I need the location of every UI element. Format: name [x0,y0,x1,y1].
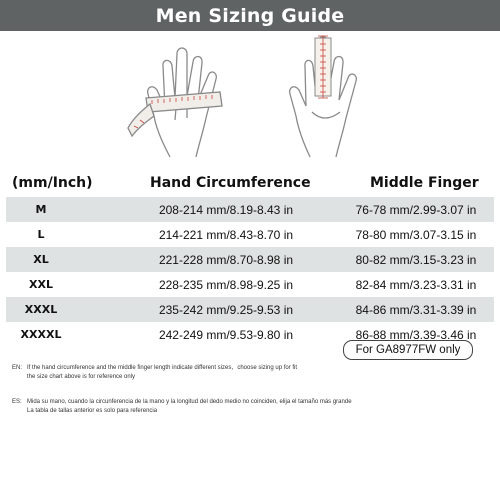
middle-value: 84-86 mm/3.31-3.39 in [355,303,477,317]
middle-finger-measure-icon [290,36,357,157]
hand-value: 221-228 mm/8.70-8.98 in [158,253,294,267]
size-table [0,197,500,347]
illustration [0,32,500,162]
table-header [0,170,500,198]
header-unit: (mm/Inch) [12,175,93,191]
note-en-tag: EN: [12,365,23,371]
header-middle-finger: Middle Finger [370,175,479,191]
page-title: Men Sizing Guide [155,4,345,27]
middle-value: 86-88 mm/3.39-3.46 in [355,328,477,342]
hand-value: 208-214 mm/8.19-8.43 in [158,203,294,217]
middle-value: 80-82 mm/3.15-3.23 in [355,253,477,267]
table-row [6,222,494,247]
hand-circumference-measure-icon [128,48,222,157]
hand-value: 214-221 mm/8.43-8.70 in [158,228,294,242]
table-row [6,247,494,272]
size-label: XXL [29,278,53,291]
middle-value: 82-84 mm/3.23-3.31 in [355,278,477,292]
size-label: XXXL [24,303,58,316]
hand-value: 235-242 mm/9.25-9.53 in [158,303,294,317]
note-es-line2: La tabla de tallas anterior es solo para referencia [27,408,158,414]
size-label: XXXXL [20,328,62,341]
middle-value: 78-80 mm/3.07-3.15 in [355,228,477,242]
note-es-tag: ES: [12,399,22,405]
size-label: M [35,203,47,216]
table-row [6,272,494,297]
table-row [6,297,494,322]
hand-value: 228-235 mm/8.98-9.25 in [158,278,294,292]
note-en-line1: If the hand circumference and the middle finger length indicate different sizes，choose sizing up for fit [27,365,298,371]
note-es-line1: Mida su mano, cuando la circunferencia de la mano y la longitud del dedo medio no coinciden, elija el tamaño más grande [27,399,352,405]
size-label: XL [33,253,49,266]
table-row [6,197,494,222]
model-badge: For GA8977FW only [343,340,473,360]
note-en-line2: the size chart above is for reference only [27,374,136,380]
hand-value: 242-249 mm/9.53-9.80 in [158,328,294,342]
middle-value: 76-78 mm/2.99-3.07 in [355,203,477,217]
header-hand-circumference: Hand Circumference [150,175,311,191]
size-label: L [37,228,45,241]
title-banner [0,0,500,31]
